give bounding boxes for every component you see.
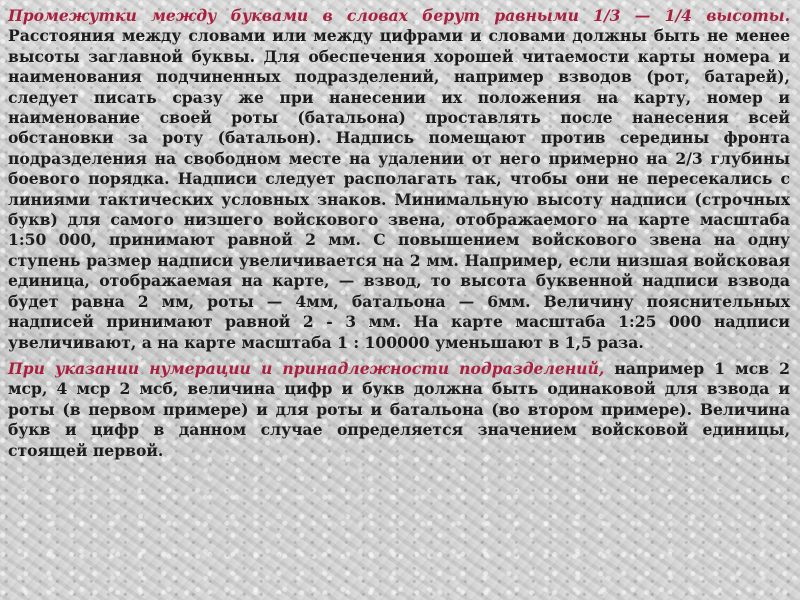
paragraph-body-text: например 1 мсв 2 мср, 4 мср 2 мсб, величина цифр и букв должна быть одинаковой для взвода и роты (в первом примере) и для роты и батальона (во втором примере). Величина букв и цифр в данном случае определяется значением войсковой единицы, стоящей первой. bbox=[8, 358, 790, 460]
paragraph-unit-numbering bbox=[8, 359, 790, 461]
paragraph-body-text: Расстояния между словами или между цифрами и словами должны быть не менее высоты заглавной буквы. Для обеспечения хорошей читаемости карты номера и наименования подчиненных подразделений, например взводов (рот, батарей), следует писать сразу же при нанесении их положения на карту, номер и наименование своей роты (батальона) проставлять после нанесения всей обстановки за роту (батальон). Надпись помещают против середины фронта подразделения на свободном месте на удалении от него примерно на 2/3 глубины боевого порядка. Надписи следует располагать так, чтобы они не пересекались с линиями тактических условных знаков. Минимальную высоту надписи (строчных букв) для самого низшего войскового звена, отображаемого на карте масштаба 1:50 000, принимают равной 2 мм. С повышением войскового звена на одну ступень размер надписи увеличивается на 2 мм. Например, если низшая войсковая единица, отображаемая на карте, — взвод, то высота буквенной надписи взвода будет равна 2 мм, роты — 4мм, батальона — 6мм. Величину пояснительных надписей принимают равной 2 - 3 мм. На карте масштаба 1:25 000 надписи увеличивают, а на карте масштаба 1 : 100000 уменьшают в 1,5 раза. bbox=[8, 26, 790, 352]
paragraph-lead-highlight: Промежутки между буквами в словах берут равными 1/3 — 1/4 высоты. bbox=[8, 6, 790, 25]
paragraph-letter-spacing bbox=[8, 6, 790, 353]
paragraph-lead-highlight: При указании нумерации и принадлежности подразделений, bbox=[8, 358, 605, 378]
